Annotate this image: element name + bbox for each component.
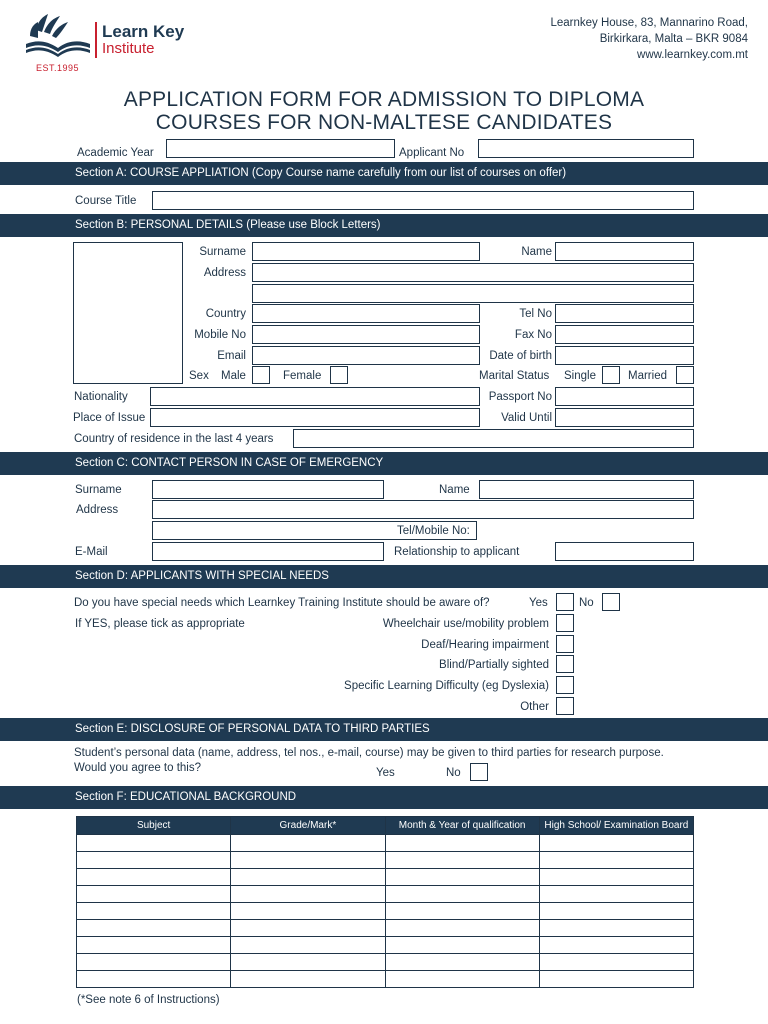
table-cell[interactable] (231, 920, 385, 937)
tel-label: Tel No (519, 308, 552, 320)
valid-until-field[interactable] (555, 408, 694, 427)
table-cell[interactable] (539, 903, 693, 920)
disclosure-yes-label: Yes (376, 767, 395, 779)
country-field[interactable] (252, 304, 480, 323)
option-blind-label: Blind/Partially sighted (439, 659, 549, 671)
table-cell[interactable] (539, 886, 693, 903)
education-table-body (77, 835, 694, 988)
contact-email-label: E-Mail (75, 546, 108, 558)
column-month-year: Month & Year of qualification (385, 817, 539, 835)
logo-name-line2: Institute (102, 40, 155, 57)
married-label: Married (628, 370, 667, 382)
table-cell[interactable] (231, 886, 385, 903)
logo-divider (95, 22, 97, 58)
table-cell[interactable] (539, 852, 693, 869)
name-field[interactable] (555, 242, 694, 261)
course-title-label: Course Title (75, 195, 137, 207)
address-field-1[interactable] (252, 263, 694, 282)
table-cell[interactable] (539, 920, 693, 937)
address-field-2[interactable] (252, 284, 694, 303)
address-line2: Birkirkara, Malta – BKR 9084 (599, 33, 748, 45)
section-b-heading: Section B: PERSONAL DETAILS (Please use Block Letters) (0, 214, 768, 237)
table-cell[interactable] (539, 971, 693, 988)
special-needs-question: Do you have special needs which Learnkey Training Institute should be aware of? (74, 597, 490, 609)
option-wheelchair-label: Wheelchair use/mobility problem (382, 618, 549, 630)
nationality-field[interactable] (150, 387, 480, 406)
place-of-issue-label: Place of Issue (73, 412, 146, 424)
sex-label: Sex (189, 370, 209, 382)
table-cell[interactable] (77, 954, 231, 971)
table-cell[interactable] (231, 937, 385, 954)
male-label: Male (221, 370, 246, 382)
table-cell[interactable] (539, 954, 693, 971)
section-f-heading: Section F: EDUCATIONAL BACKGROUND (0, 786, 768, 809)
single-checkbox[interactable] (602, 366, 620, 384)
relationship-label: Relationship to applicant (394, 546, 520, 558)
course-title-field[interactable] (152, 191, 694, 210)
surname-label: Surname (199, 246, 246, 258)
education-table-header (77, 817, 694, 835)
table-cell[interactable] (231, 954, 385, 971)
table-cell[interactable] (77, 937, 231, 954)
if-yes-instruction: If YES, please tick as appropriate (75, 618, 245, 630)
table-cell[interactable] (385, 869, 539, 886)
passport-label: Passport No (488, 391, 552, 403)
contact-surname-label: Surname (75, 484, 122, 496)
table-cell[interactable] (77, 835, 231, 852)
table-row (77, 937, 694, 954)
section-d-heading: Section D: APPLICANTS WITH SPECIAL NEEDS (0, 565, 768, 588)
disclosure-text-line2: Would you agree to this? (74, 762, 202, 774)
institute-address (550, 15, 748, 63)
section-a-heading: Section A: COURSE APPLIATION (Copy Course name carefully from our list of courses on offer) (0, 162, 768, 185)
column-grade: Grade/Mark* (231, 817, 385, 835)
contact-email-field[interactable] (152, 542, 384, 561)
place-of-issue-field[interactable] (150, 408, 480, 427)
address-label: Address (203, 267, 246, 279)
email-field[interactable] (252, 346, 480, 365)
table-cell[interactable] (77, 886, 231, 903)
table-row (77, 886, 694, 903)
column-school-board: High School/ Examination Board (539, 817, 693, 835)
option-learning-difficulty-checkbox[interactable] (556, 676, 574, 694)
table-cell[interactable] (77, 920, 231, 937)
address-website: www.learnkey.com.mt (637, 49, 748, 61)
option-other-checkbox[interactable] (556, 697, 574, 715)
dob-field[interactable] (555, 346, 694, 365)
table-row (77, 869, 694, 886)
disclosure-no-checkbox[interactable] (470, 763, 488, 781)
table-cell[interactable] (385, 937, 539, 954)
contact-address-field-1[interactable] (152, 500, 694, 519)
male-checkbox[interactable] (252, 366, 270, 384)
academic-year-label: Academic Year (77, 147, 154, 159)
section-c-heading: Section C: CONTACT PERSON IN CASE OF EMERGENCY (0, 452, 768, 475)
table-cell[interactable] (385, 903, 539, 920)
table-row (77, 954, 694, 971)
table-cell[interactable] (77, 852, 231, 869)
table-cell[interactable] (77, 869, 231, 886)
surname-field[interactable] (252, 242, 480, 261)
special-needs-no-checkbox[interactable] (602, 593, 620, 611)
table-cell[interactable] (539, 937, 693, 954)
fax-label: Fax No (514, 329, 552, 341)
tel-field[interactable] (555, 304, 694, 323)
table-cell[interactable] (385, 920, 539, 937)
female-label: Female (283, 370, 322, 382)
photo-box (73, 242, 183, 384)
option-blind-checkbox[interactable] (556, 655, 574, 673)
form-title-line2: COURSES FOR NON-MALTESE CANDIDATES (155, 111, 613, 134)
applicant-no-field[interactable] (478, 139, 694, 158)
contact-name-label: Name (439, 484, 470, 496)
address-line1: Learnkey House, 83, Mannarino Road, (550, 17, 748, 29)
table-cell[interactable] (231, 903, 385, 920)
education-table (76, 816, 694, 988)
option-learning-difficulty-label: Specific Learning Difficulty (eg Dyslexia) (344, 680, 549, 692)
table-cell[interactable] (231, 852, 385, 869)
residence-field[interactable] (293, 429, 694, 448)
passport-field[interactable] (555, 387, 694, 406)
table-cell[interactable] (231, 869, 385, 886)
contact-surname-field[interactable] (152, 480, 384, 499)
fax-field[interactable] (555, 325, 694, 344)
table-cell[interactable] (231, 971, 385, 988)
residence-label: Country of residence in the last 4 years (74, 433, 274, 445)
table-row (77, 971, 694, 988)
table-cell[interactable] (77, 971, 231, 988)
disclosure-no-label: No (446, 767, 461, 779)
marital-status-label: Marital Status (479, 370, 550, 382)
table-cell[interactable] (231, 835, 385, 852)
table-cell[interactable] (385, 971, 539, 988)
dob-label: Date of birth (489, 350, 552, 362)
form-title-line1: APPLICATION FORM FOR ADMISSION TO DIPLOMA (123, 88, 645, 111)
single-label: Single (564, 370, 596, 382)
relationship-field[interactable] (555, 542, 694, 561)
special-needs-no-label: No (579, 597, 594, 609)
table-cell[interactable] (385, 954, 539, 971)
book-leaf-logo-icon (24, 12, 94, 64)
mobile-field[interactable] (252, 325, 480, 344)
option-wheelchair-checkbox[interactable] (556, 614, 574, 632)
disclosure-text-line1: Student’s personal data (name, address, tel nos., e-mail, course) may be given to third parties for research purpose. (74, 747, 664, 759)
table-cell[interactable] (539, 835, 693, 852)
country-label: Country (205, 308, 246, 320)
mobile-label: Mobile No (194, 329, 246, 341)
table-cell[interactable] (385, 835, 539, 852)
table-row (77, 903, 694, 920)
email-label: Email (217, 350, 246, 362)
table-cell[interactable] (77, 903, 231, 920)
contact-name-field[interactable] (479, 480, 694, 499)
option-other-label: Other (520, 701, 549, 713)
option-deaf-label: Deaf/Hearing impairment (421, 639, 549, 651)
nationality-label: Nationality (74, 391, 128, 403)
married-checkbox[interactable] (676, 366, 694, 384)
column-subject: Subject (77, 817, 231, 835)
name-label: Name (521, 246, 552, 258)
table-row (77, 835, 694, 852)
option-deaf-checkbox[interactable] (556, 635, 574, 653)
table-cell[interactable] (385, 852, 539, 869)
table-row (77, 852, 694, 869)
special-needs-yes-checkbox[interactable] (556, 593, 574, 611)
table-row (77, 920, 694, 937)
valid-until-label: Valid Until (501, 412, 552, 424)
special-needs-yes-label: Yes (529, 597, 548, 609)
contact-address-label: Address (76, 504, 119, 516)
academic-year-field[interactable] (166, 139, 395, 158)
logo-name-line1: Learn Key (102, 22, 185, 41)
contact-tel-mobile-label: Tel/Mobile No: (397, 525, 470, 537)
instructions-note: (*See note 6 of Instructions) (77, 994, 220, 1006)
female-checkbox[interactable] (330, 366, 348, 384)
section-e-heading: Section E: DISCLOSURE OF PERSONAL DATA TO THIRD PARTIES (0, 718, 768, 741)
table-cell[interactable] (539, 869, 693, 886)
table-cell[interactable] (385, 886, 539, 903)
logo-est: EST.1995 (36, 63, 80, 73)
applicant-no-label: Applicant No (399, 147, 465, 159)
